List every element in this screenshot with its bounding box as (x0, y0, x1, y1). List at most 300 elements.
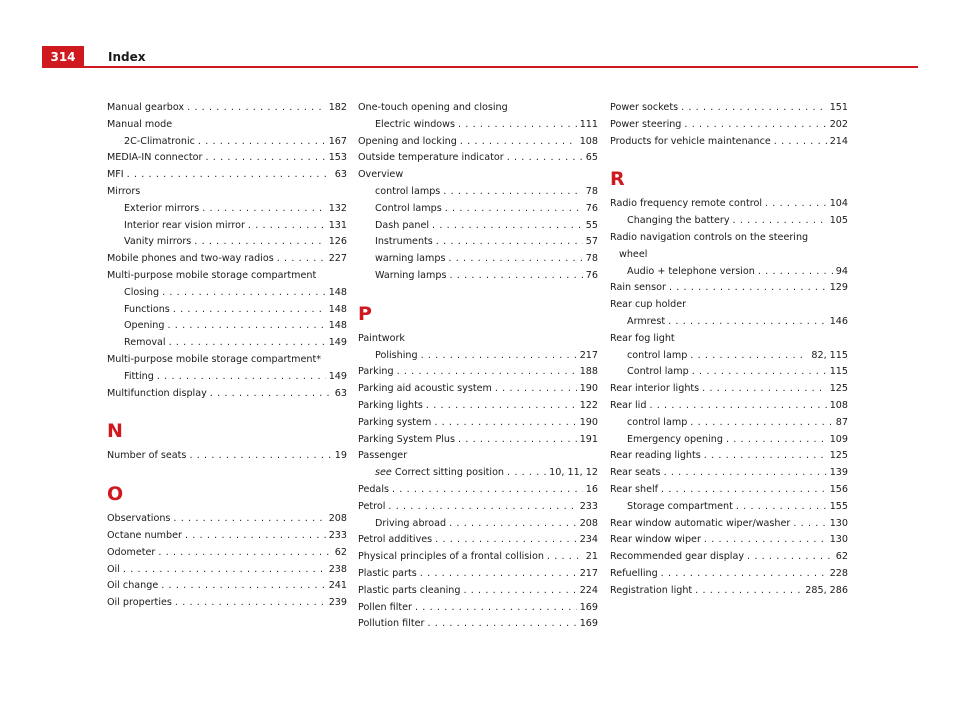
dot-leader (669, 280, 827, 297)
page-reference: 65 (585, 152, 598, 164)
index-term: Control lamps (375, 202, 442, 214)
index-subentry (610, 499, 848, 516)
dot-leader (758, 264, 833, 281)
page-header (0, 0, 960, 70)
page-reference: 131 (328, 219, 347, 231)
dot-leader (167, 318, 325, 335)
index-entry (107, 100, 347, 117)
dot-leader (668, 314, 827, 331)
dot-leader (695, 583, 802, 600)
index-subentry (358, 201, 598, 218)
index-entry (358, 616, 598, 633)
index-entry (610, 381, 848, 398)
page-reference: 125 (829, 383, 848, 395)
index-term: Rear fog light (610, 332, 675, 344)
dot-leader (162, 285, 326, 302)
index-term: Instruments (375, 236, 433, 248)
dot-leader (726, 432, 827, 449)
dot-leader (765, 196, 827, 213)
index-entry (107, 511, 347, 528)
index-term: Control lamp (627, 366, 689, 378)
page-reference: 153 (328, 152, 347, 164)
index-subentry (358, 465, 598, 482)
index-entry (610, 398, 848, 415)
page-title: Index (108, 50, 146, 64)
dot-leader (661, 482, 827, 499)
index-term: Rear cup holder (610, 299, 687, 311)
index-term: control lamp (627, 349, 688, 361)
page-reference: 115 (829, 366, 848, 378)
page-reference: 167 (328, 135, 347, 147)
index-entry (610, 297, 848, 314)
index-subentry (107, 201, 347, 218)
page-reference: 149 (328, 337, 347, 349)
dot-leader (123, 562, 326, 579)
dot-leader (649, 398, 826, 415)
page-number: 314 (42, 46, 84, 68)
page-reference: 155 (829, 500, 848, 512)
index-entry (358, 482, 598, 499)
index-term: 2C-Climatronic (124, 135, 195, 147)
index-entry (358, 100, 598, 117)
index-entry (358, 549, 598, 566)
index-term: Observations (107, 513, 171, 525)
index-subentry (107, 335, 347, 352)
index-subentry (358, 348, 598, 365)
index-entry (107, 352, 347, 369)
dot-leader (198, 134, 326, 151)
page-reference: 182 (328, 102, 347, 113)
page-reference: 188 (579, 366, 598, 378)
index-term: Products for vehicle maintenance (610, 135, 771, 147)
page-reference: 130 (829, 534, 848, 546)
index-subentry (610, 432, 848, 449)
index-term: Pollution filter (358, 618, 425, 630)
index-subentry (107, 234, 347, 251)
index-term: control lamps (375, 185, 441, 197)
index-subentry (107, 218, 347, 235)
index-entry (358, 331, 598, 348)
page-reference: 132 (328, 202, 347, 214)
index-letter-heading: N (107, 420, 123, 443)
page-reference: 238 (328, 563, 347, 575)
page-reference: 76 (585, 202, 598, 214)
index-entry (358, 398, 598, 415)
index-entry (107, 528, 347, 545)
index-letter-heading: P (358, 302, 372, 325)
dot-leader (681, 100, 827, 117)
page-reference: 109 (829, 433, 848, 445)
index-letter-heading: R (610, 168, 625, 191)
index-entry (610, 331, 848, 348)
dot-leader (692, 364, 827, 381)
dot-leader (443, 184, 582, 201)
dot-leader (436, 234, 583, 251)
index-term: Power steering (610, 118, 682, 130)
index-term: Rear window wiper (610, 534, 701, 546)
page-reference: 191 (579, 433, 598, 445)
index-term: Opening (124, 320, 165, 332)
page-reference: 217 (579, 567, 598, 579)
index-term: control lamp (627, 416, 688, 428)
page-reference: 94 (835, 265, 848, 277)
index-entry (107, 184, 347, 201)
index-term: Oil change (107, 580, 159, 592)
index-term: Multi-purpose mobile storage compartment* (107, 353, 322, 365)
index-term: Power sockets (610, 102, 679, 113)
page-reference: 63 (334, 387, 347, 399)
index-term: Polishing (375, 349, 418, 361)
page-reference: 208 (579, 517, 598, 529)
index-term: Physical principles of a frontal collision (358, 551, 544, 563)
page-reference: 78 (585, 185, 598, 197)
dot-leader (495, 381, 577, 398)
index-entry (107, 150, 347, 167)
page-reference: 233 (579, 500, 598, 512)
dot-leader (397, 364, 577, 381)
page-reference: 227 (328, 253, 347, 265)
index-term: Opening and locking (358, 135, 457, 147)
page-reference: 78 (585, 253, 598, 265)
index-term: MFI (107, 169, 124, 181)
index-entry (358, 167, 598, 184)
header-rule (84, 66, 918, 68)
dot-leader (460, 134, 577, 151)
index-term: Mobile phones and two-way radios (107, 253, 274, 265)
dot-leader (189, 448, 331, 465)
index-term: Outside temperature indicator (358, 152, 504, 164)
page-reference: 104 (829, 198, 848, 210)
index-entry (107, 448, 347, 465)
index-term (375, 465, 504, 482)
dot-leader (415, 600, 577, 617)
index-entry (107, 268, 347, 285)
index-term: Petrol (358, 500, 386, 512)
page-reference: 149 (328, 370, 347, 382)
index-subentry (107, 302, 347, 319)
dot-leader (463, 583, 576, 600)
index-subentry (610, 247, 848, 264)
index-term: Oil (107, 563, 120, 575)
dot-leader (421, 348, 577, 365)
index-term: Changing the battery (627, 215, 730, 227)
dot-leader (127, 167, 332, 184)
page-reference: 55 (585, 219, 598, 231)
dot-leader (449, 268, 582, 285)
index-entry (610, 549, 848, 566)
index-term: Vanity mirrors (124, 236, 192, 248)
dot-leader (388, 499, 576, 516)
dot-leader (187, 100, 326, 117)
index-term: One-touch opening and closing (358, 102, 508, 113)
dot-leader (507, 465, 546, 482)
index-subentry (610, 314, 848, 331)
index-subentry (107, 285, 347, 302)
index-entry (610, 465, 848, 482)
index-letter-heading: O (107, 483, 124, 506)
index-subentry (358, 184, 598, 201)
dot-leader (202, 201, 325, 218)
dot-leader (684, 117, 826, 134)
index-term: Fitting (124, 370, 154, 382)
page-reference: 202 (829, 118, 848, 130)
page-reference: 125 (829, 450, 848, 462)
index-entry (358, 381, 598, 398)
index-term: Dash panel (375, 219, 430, 231)
index-entry (358, 364, 598, 381)
page-reference: 105 (829, 215, 848, 227)
index-term: Parking aid acoustic system (358, 383, 492, 395)
index-entry (107, 595, 347, 612)
index-term: Electric windows (375, 118, 455, 130)
page-reference: 151 (829, 102, 848, 113)
index-column-2 (358, 100, 598, 633)
dot-leader (747, 549, 833, 566)
page-reference: 130 (829, 517, 848, 529)
index-entry (358, 448, 598, 465)
dot-leader (664, 465, 827, 482)
index-entry (610, 117, 848, 134)
index-entry (610, 280, 848, 297)
index-term-text: Correct sitting position (394, 467, 505, 479)
dot-leader (793, 516, 826, 533)
dot-leader (158, 545, 331, 562)
dot-leader (445, 201, 583, 218)
dot-leader (704, 448, 827, 465)
dot-leader (736, 499, 827, 516)
index-term: Plastic parts (358, 567, 417, 579)
index-subentry (358, 218, 598, 235)
dot-leader (173, 302, 326, 319)
dot-leader (458, 117, 577, 134)
index-entry (358, 432, 598, 449)
dot-leader (733, 213, 827, 230)
index-term: Removal (124, 337, 166, 349)
dot-leader (173, 511, 325, 528)
page-reference: 217 (579, 349, 598, 361)
page-reference: 21 (585, 551, 598, 563)
index-entry (358, 532, 598, 549)
dot-leader (392, 482, 583, 499)
index-entry (358, 583, 598, 600)
index-subentry (358, 251, 598, 268)
page-reference: 76 (585, 269, 598, 281)
index-term: Pedals (358, 483, 389, 495)
page-reference: 224 (579, 584, 598, 596)
index-term: Mirrors (107, 185, 141, 197)
dot-leader (210, 386, 332, 403)
index-entry (107, 167, 347, 184)
dot-leader (205, 150, 325, 167)
dot-leader (449, 516, 577, 533)
dot-leader (704, 532, 827, 549)
dot-leader (277, 251, 326, 268)
index-term: MEDIA-IN connector (107, 152, 203, 164)
index-term: Radio frequency remote control (610, 198, 762, 210)
index-term: Rain sensor (610, 282, 666, 294)
page-reference: 208 (328, 513, 347, 525)
index-term: Recommended gear display (610, 551, 745, 563)
dot-leader (185, 528, 326, 545)
index-term: Driving abroad (375, 517, 447, 529)
index-subentry (358, 516, 598, 533)
index-entry (358, 600, 598, 617)
index-term: Registration light (610, 584, 693, 596)
page-reference: 16 (585, 483, 598, 495)
page-reference: 146 (829, 315, 848, 327)
index-term: Rear interior lights (610, 383, 700, 395)
index-term: wheel (619, 248, 648, 260)
index-term: Odometer (107, 546, 156, 558)
page-reference: 139 (829, 467, 848, 479)
dot-leader (426, 398, 577, 415)
index-entry (610, 448, 848, 465)
page-reference: 122 (579, 399, 598, 411)
index-term: Parking System Plus (358, 433, 455, 445)
index-term: Petrol additives (358, 534, 433, 546)
page-reference: 111 (579, 118, 598, 130)
index-term: Multifunction display (107, 387, 207, 399)
dot-leader (169, 335, 326, 352)
page-reference: 239 (328, 597, 347, 609)
index-entry (107, 562, 347, 579)
index-term: Paintwork (358, 332, 405, 344)
dot-leader (690, 348, 808, 365)
index-subentry (107, 369, 347, 386)
index-term: Parking (358, 366, 394, 378)
index-entry (358, 150, 598, 167)
index-entry (107, 117, 347, 134)
dot-leader (427, 616, 576, 633)
index-term: Rear shelf (610, 483, 659, 495)
index-term: Warning lamps (375, 269, 447, 281)
page-reference: 108 (829, 399, 848, 411)
index-term: warning lamps (375, 253, 446, 265)
index-entry (610, 516, 848, 533)
index-term: Rear reading lights (610, 450, 701, 462)
page-reference: 108 (579, 135, 598, 147)
page-reference: 126 (328, 236, 347, 248)
index-subentry (107, 318, 347, 335)
index-term: Armrest (627, 315, 666, 327)
dot-leader (507, 150, 583, 167)
index-term: Functions (124, 303, 170, 315)
dot-leader (434, 415, 576, 432)
index-subentry (610, 415, 848, 432)
index-entry (358, 566, 598, 583)
page-reference: 62 (835, 551, 848, 563)
index-term: Rear window automatic wiper/washer (610, 517, 791, 529)
index-entry (358, 415, 598, 432)
index-entry (358, 499, 598, 516)
page-reference: 87 (835, 416, 848, 428)
page-reference: 62 (334, 546, 347, 558)
index-entry (107, 578, 347, 595)
dot-leader (161, 578, 325, 595)
index-term: Overview (358, 169, 404, 181)
index-term: Number of seats (107, 450, 187, 462)
index-column-3 (610, 100, 848, 600)
index-term: Radio navigation controls on the steering (610, 231, 809, 243)
page-reference: 214 (829, 135, 848, 147)
index-entry (610, 134, 848, 151)
page-reference: 169 (579, 601, 598, 613)
page-reference: 148 (328, 286, 347, 298)
page-reference: 63 (334, 169, 347, 181)
index-entry (107, 386, 347, 403)
page-reference: 57 (585, 236, 598, 248)
index-term: Parking lights (358, 399, 423, 411)
dot-leader (157, 369, 326, 386)
index-subentry (358, 234, 598, 251)
index-term: Pollen filter (358, 601, 412, 613)
index-subentry (358, 117, 598, 134)
page-reference: 129 (829, 282, 848, 294)
page-reference: 10, 11, 12 (549, 467, 598, 479)
index-term: Rear seats (610, 467, 661, 479)
index-term: Refuelling (610, 567, 658, 579)
page-reference: 190 (579, 383, 598, 395)
index-term: Passenger (358, 450, 408, 462)
page-reference: 169 (579, 618, 598, 630)
index-entry (610, 196, 848, 213)
index-term: Storage compartment (627, 500, 733, 512)
see-reference: see (375, 467, 392, 479)
index-subentry (610, 348, 848, 365)
index-subentry (358, 268, 598, 285)
dot-leader (420, 566, 577, 583)
dot-leader (661, 566, 827, 583)
index-term: Emergency opening (627, 433, 723, 445)
dot-leader (547, 549, 583, 566)
index-entry (107, 545, 347, 562)
page-reference: 148 (328, 320, 347, 332)
index-entry (358, 134, 598, 151)
index-term: Multi-purpose mobile storage compartment (107, 269, 317, 281)
index-entry (107, 251, 347, 268)
page-reference: 156 (829, 483, 848, 495)
page-reference: 234 (579, 534, 598, 546)
index-subentry (610, 264, 848, 281)
dot-leader (702, 381, 827, 398)
dot-leader (774, 134, 827, 151)
index-subentry (107, 134, 347, 151)
index-term: Parking system (358, 416, 432, 428)
page-reference: 82, 115 (811, 349, 848, 361)
dot-leader (458, 432, 577, 449)
index-term: Exterior mirrors (124, 202, 200, 214)
dot-leader (175, 595, 326, 612)
dot-leader (435, 532, 577, 549)
page-reference: 228 (829, 567, 848, 579)
page-reference: 241 (328, 580, 347, 592)
index-entry (610, 532, 848, 549)
page-reference: 190 (579, 416, 598, 428)
index-entry (610, 100, 848, 117)
index-subentry (610, 213, 848, 230)
index-term: Manual mode (107, 118, 173, 130)
dot-leader (194, 234, 325, 251)
index-term: Plastic parts cleaning (358, 584, 461, 596)
index-subentry (610, 364, 848, 381)
index-entry (610, 482, 848, 499)
page-reference: 19 (334, 450, 347, 462)
dot-leader (248, 218, 326, 235)
page-reference: 233 (328, 529, 347, 541)
page-reference: 148 (328, 303, 347, 315)
index-column-1 (107, 100, 347, 612)
index-term: Octane number (107, 529, 182, 541)
